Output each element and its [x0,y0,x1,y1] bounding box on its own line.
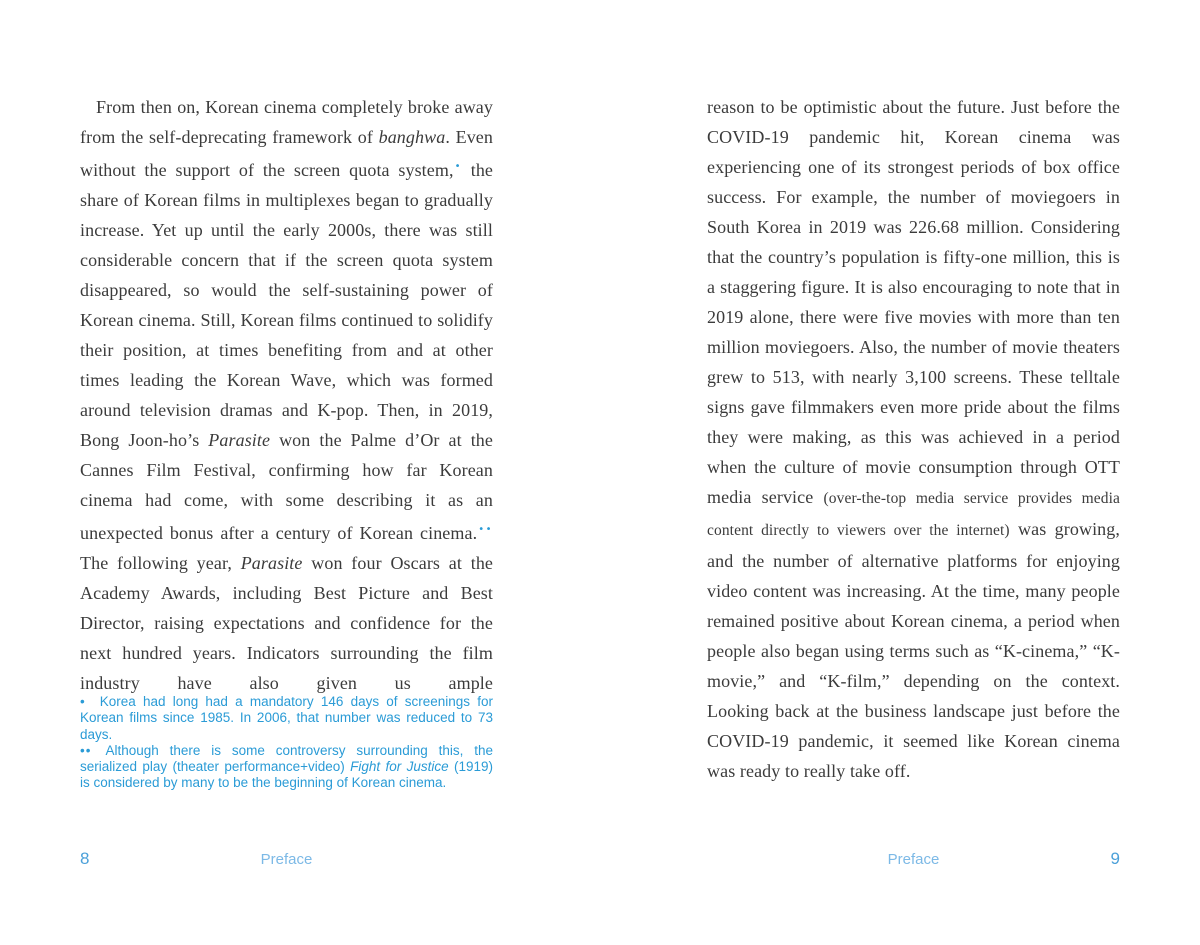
footer-right [707,849,1120,873]
text-run: . Even without the support of the screen quota system, [80,127,493,180]
page-number-left: 8 [80,849,90,868]
italic-text: Parasite [240,553,303,573]
footnote-1 [80,694,493,743]
text-run: From then on, Korean cinema completely broke away from the self-deprecating framework of [80,97,493,147]
footnote-bullet: • [80,694,86,709]
footnotes [80,694,493,792]
text-run: The following year, [80,553,241,573]
inline-gloss-text: (over-the-top media service provides media content directly to viewers over the internet) [707,490,1120,539]
text-run: won four Oscars at the Academy Awards, including Best Picture and Best Director, raising expectations and confidence for the next hundred years. Indicators surrounding the film industry have also given us ample [80,553,494,693]
footnote-bullet: •• [80,742,92,758]
page-number-right: 9 [1110,849,1120,868]
text-run: the share of Korean films in multiplexes began to gradually increase. Yet up until the early 2000s, there was still considerable concern that if the screen quota system disappeared, so would the self-sustaining power of Korean cinema. Still, Korean films continued to solidify their position, at times benefiting from and at other times leading the Korean Wave, which was formed around television dramas and K-pop. Then, in 2019, Bong Joon-ho’s [80,160,494,450]
italic-text: Fight for Justice [350,759,449,775]
body-paragraph-right [707,92,1120,786]
page-right [707,0,1120,945]
page-left [80,0,493,945]
footnote-marker-superscript: • [454,161,462,172]
footnote-marker-superscript: •• [478,524,493,535]
text-run: (1919) is considered by many to be the beginning of Korean cinema. [80,759,493,791]
running-head-right: Preface [887,851,940,868]
text-run: was growing, and the number of alternative platforms for enjoying video content was increasing. At the time, many people remained positive about Korean cinema, a period when people also began using terms such as “K-cinema,” “K-movie,” and “K-film,” depending on the context. Looking back at the business landscape just before the COVID-19 pandemic, it seemed like Korean cinema was ready to really take off. [707,519,1120,781]
text-run: won the Palme d’Or at the Cannes Film Festival, confirming how far Korean cinema had come, with some describing it as an unexpected bonus after a century of Korean cinema. [80,430,493,543]
text-run: Korea had long had a mandatory 146 days of screenings for Korean films since 1985. In 2006, that number was reduced to 73 days. [80,694,493,742]
footnote-2 [80,743,493,792]
italic-text: Parasite [208,430,271,450]
text-run: Although there is some controversy surrounding this, the serialized play (theater performance+video) [80,742,493,775]
body-paragraph-left [80,92,493,698]
text-run: reason to be optimistic about the future. Just before the COVID-19 pandemic hit, Korean cinema was experiencing one of its strongest periods of box office success. For example, the number of moviegoers in South Korea in 2019 was 226.68 million. Considering that the country’s population is fifty-one million, this is a staggering figure. It is also encouraging to note that in 2019 alone, there were five movies with more than ten million moviegoers. Also, the number of movie theaters grew to 513, with nearly 3,100 screens. These telltale signs gave filmmakers even more pride about the films they were making, as this was achieved in a period when the culture of movie consumption through OTT media service [707,97,1120,507]
italic-text: banghwa [378,127,446,147]
running-head-left: Preface [260,851,313,868]
footer-left [80,849,493,873]
